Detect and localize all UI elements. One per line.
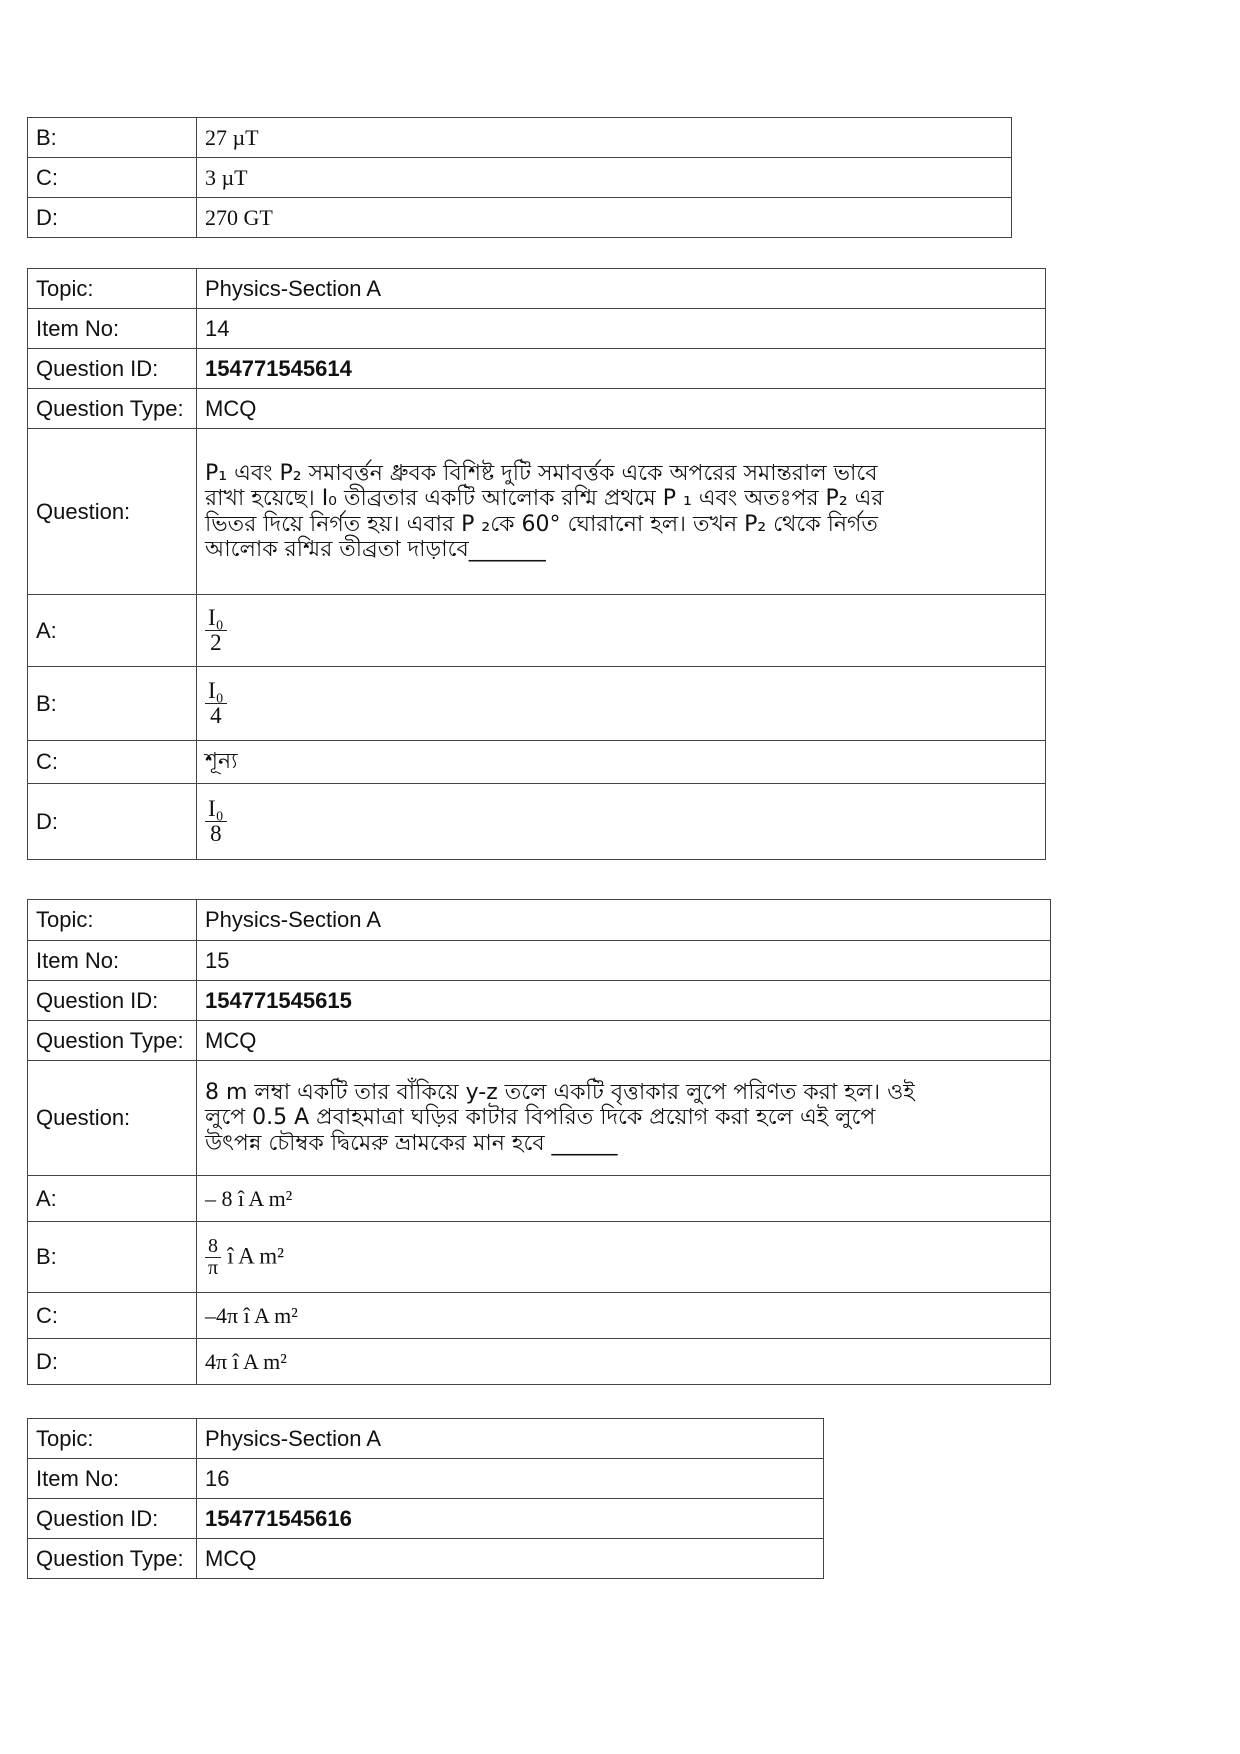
question-row — [28, 1061, 1051, 1176]
option-value-rest: î A m² — [227, 1242, 284, 1268]
question-table-16 — [27, 1418, 824, 1579]
question-type-label: Question Type: — [28, 389, 197, 429]
option-value: 27 µT — [197, 118, 1012, 158]
question-type-row — [28, 1539, 824, 1579]
fraction — [205, 679, 227, 728]
question-id-row — [28, 349, 1046, 389]
question-id-label: Question ID: — [28, 981, 197, 1021]
question-type-value: MCQ — [197, 1539, 824, 1579]
question-text — [197, 1061, 1051, 1176]
fraction — [205, 1236, 221, 1279]
question-type-value: MCQ — [197, 1021, 1051, 1061]
question-line: আলোক রশ্মির তীব্রতা দাড়াবে_______ — [205, 536, 546, 562]
question-type-row — [28, 1021, 1051, 1061]
option-row-c — [28, 158, 1012, 198]
option-row-c — [28, 1293, 1051, 1339]
option-label: B: — [28, 667, 197, 741]
question-id-row — [28, 1499, 824, 1539]
option-label: C: — [28, 158, 197, 198]
question-table-15 — [27, 899, 1051, 1385]
option-value — [197, 667, 1046, 741]
topic-row — [28, 1419, 824, 1459]
question-id-value: 154771545616 — [197, 1499, 824, 1539]
question-id-value: 154771545614 — [197, 349, 1046, 389]
question-row — [28, 429, 1046, 595]
item-row — [28, 941, 1051, 981]
option-value: শূন্য — [197, 741, 1046, 784]
question-type-label: Question Type: — [28, 1021, 197, 1061]
topic-label: Topic: — [28, 269, 197, 309]
option-label: C: — [28, 741, 197, 784]
item-label: Item No: — [28, 309, 197, 349]
question-line: P₁ এবং P₂ সমাবর্ত্তন ধ্রুবক বিশিষ্ট দুটি সমাবর্ত্তক একে অপরের সমান্তরাল ভাবে — [205, 460, 878, 486]
question-id-label: Question ID: — [28, 349, 197, 389]
option-value — [197, 595, 1046, 667]
item-value: 15 — [197, 941, 1051, 981]
question-line: রাখা হয়েছে। I₀ তীব্রতার একটি আলোক রশ্মি প্রথমে P ₁ এবং অতঃপর P₂ এর — [205, 486, 884, 512]
item-label: Item No: — [28, 1459, 197, 1499]
item-label: Item No: — [28, 941, 197, 981]
question-id-value: 154771545615 — [197, 981, 1051, 1021]
option-row-b — [28, 118, 1012, 158]
option-label: B: — [28, 118, 197, 158]
fraction-denominator: 8 — [210, 821, 222, 846]
question-label: Question: — [28, 1061, 197, 1176]
fraction — [205, 797, 227, 846]
question-type-row — [28, 389, 1046, 429]
option-value — [197, 1222, 1051, 1293]
question-line: উৎপন্ন চৌম্বক দ্বিমেরু ভ্রামকের মান হবে ______ — [205, 1130, 618, 1156]
item-row — [28, 1459, 824, 1499]
fraction-denominator: 4 — [210, 703, 222, 728]
fraction-numerator: I₀ — [205, 797, 227, 822]
option-label: D: — [28, 784, 197, 860]
question-line: 8 m লম্বা একটি তার বাঁকিয়ে y-z তলে একটি বৃত্তাকার লুপে পরিণত করা হল। ওই — [205, 1080, 915, 1106]
question-text — [197, 429, 1046, 595]
item-value: 16 — [197, 1459, 824, 1499]
topic-row — [28, 269, 1046, 309]
option-row-d — [28, 784, 1046, 860]
fraction-numerator: I₀ — [205, 606, 227, 631]
fraction-numerator: I₀ — [205, 679, 227, 704]
option-row-a — [28, 595, 1046, 667]
topic-value: Physics-Section A — [197, 269, 1046, 309]
topic-value: Physics-Section A — [197, 900, 1051, 941]
options-table-prev — [27, 117, 1012, 238]
option-label: B: — [28, 1222, 197, 1293]
fraction-numerator: 8 — [205, 1236, 221, 1258]
option-label: D: — [28, 198, 197, 238]
topic-value: Physics-Section A — [197, 1419, 824, 1459]
option-row-d — [28, 198, 1012, 238]
option-row-b — [28, 1222, 1051, 1293]
option-value: – 8 î A m² — [197, 1176, 1051, 1222]
question-label: Question: — [28, 429, 197, 595]
option-label: A: — [28, 1176, 197, 1222]
fraction-denominator: π — [208, 1256, 219, 1279]
item-value: 14 — [197, 309, 1046, 349]
question-type-label: Question Type: — [28, 1539, 197, 1579]
option-row-a — [28, 1176, 1051, 1222]
option-value — [197, 784, 1046, 860]
option-row-c — [28, 741, 1046, 784]
topic-row — [28, 900, 1051, 941]
option-value: –4π î A m² — [197, 1293, 1051, 1339]
question-line: ভিতর দিয়ে নির্গত হয়। এবার P ₂কে 60° ঘোরানো হল। তখন P₂ থেকে নির্গত — [205, 511, 878, 537]
question-table-14 — [27, 268, 1046, 860]
topic-label: Topic: — [28, 1419, 197, 1459]
option-label: C: — [28, 1293, 197, 1339]
option-value: 270 GT — [197, 198, 1012, 238]
option-value: 4π î A m² — [197, 1339, 1051, 1385]
option-value: 3 µT — [197, 158, 1012, 198]
question-id-row — [28, 981, 1051, 1021]
fraction — [205, 606, 227, 655]
option-label: D: — [28, 1339, 197, 1385]
fraction-denominator: 2 — [210, 630, 222, 655]
topic-label: Topic: — [28, 900, 197, 941]
option-label: A: — [28, 595, 197, 667]
option-row-b — [28, 667, 1046, 741]
question-line: লুপে 0.5 A প্রবাহমাত্রা ঘড়ির কাটার বিপরিত দিকে প্রয়োগ করা হলে এই লুপে — [205, 1105, 876, 1131]
question-id-label: Question ID: — [28, 1499, 197, 1539]
option-row-d — [28, 1339, 1051, 1385]
question-type-value: MCQ — [197, 389, 1046, 429]
item-row — [28, 309, 1046, 349]
